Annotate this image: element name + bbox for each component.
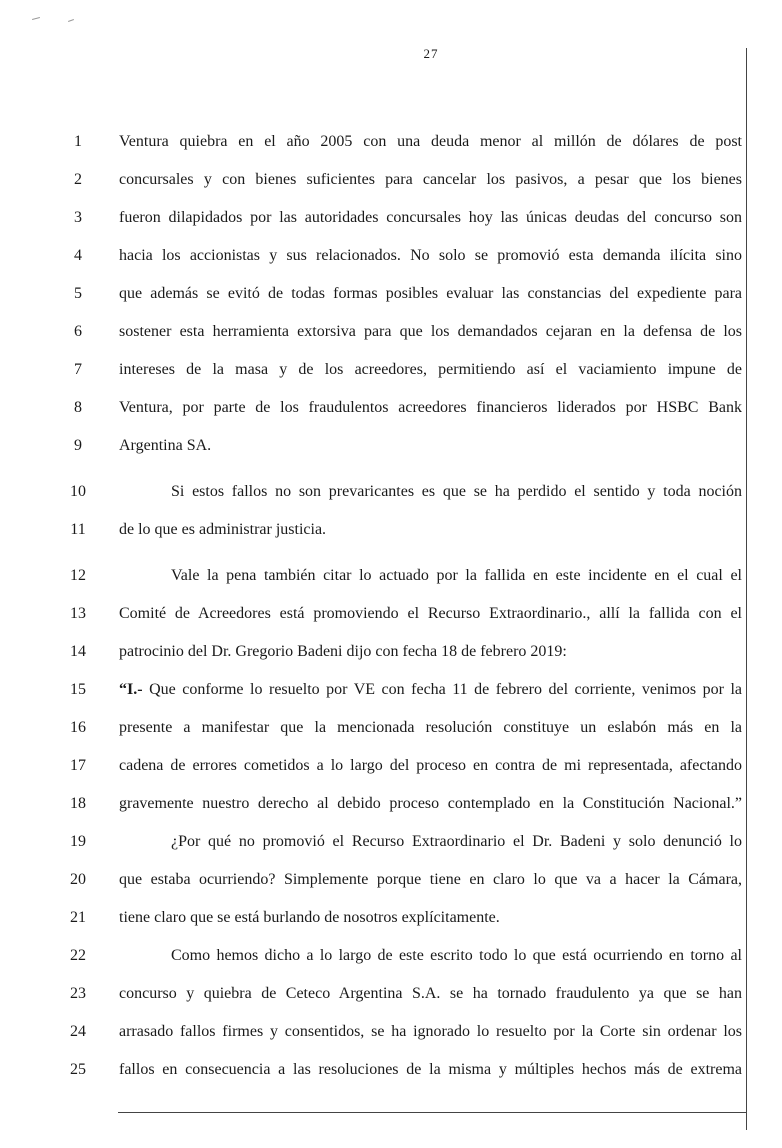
page-number: 27 [423, 46, 439, 61]
text-line [0, 716, 782, 740]
line-number: 13 [70, 605, 86, 622]
line-number: 25 [70, 1061, 86, 1078]
line-text: Vale la pena también citar lo actuado por la fallida en este incidente en el cual el [171, 567, 742, 584]
line-number: 16 [70, 719, 86, 736]
line-number: 4 [74, 247, 82, 264]
text-line [0, 830, 782, 854]
text-line [0, 868, 782, 892]
line-text: concurso y quiebra de Ceteco Argentina S.A. se ha tornado fraudulento ya que se han [119, 985, 742, 1002]
line-text: que estaba ocurriendo? Simplemente porque tiene en claro lo que va a hacer la Cámara, [119, 871, 742, 888]
line-text: Argentina SA. [119, 437, 212, 454]
line-number: 15 [70, 681, 86, 698]
line-text: sostener esta herramienta extorsiva para que los demandados cejaran en la defensa de los [119, 323, 742, 340]
line-text: arrasado fallos firmes y consentidos, se ha ignorado lo resuelto por la Corte sin ordenar los [119, 1023, 742, 1040]
text-line [0, 320, 782, 344]
line-text: hacia los accionistas y sus relacionados. No solo se promovió esta demanda ilícita sino [119, 247, 742, 264]
text-line [0, 1058, 782, 1082]
line-number: 3 [74, 209, 82, 226]
line-number: 10 [70, 483, 86, 500]
text-line [0, 396, 782, 420]
text-line [0, 944, 782, 968]
line-text: Si estos fallos no son prevaricantes es que se ha perdido el sentido y toda noción [171, 483, 742, 500]
line-number: 2 [74, 171, 82, 188]
text-line [0, 130, 782, 154]
line-number: 7 [74, 361, 82, 378]
scan-mark [68, 19, 74, 22]
text-line [0, 792, 782, 816]
text-line [0, 564, 782, 588]
text-line [0, 906, 782, 930]
line-text: fallos en consecuencia a las resoluciones de la misma y múltiples hechos más de extrema [119, 1061, 742, 1078]
line-text: de lo que es administrar justicia. [119, 521, 327, 538]
line-text: fueron dilapidados por las autoridades concursales hoy las únicas deudas del concurso son [119, 209, 742, 226]
line-text: ¿Por qué no promovió el Recurso Extraordinario el Dr. Badeni y solo denunció lo [171, 833, 742, 850]
line-number: 23 [70, 985, 86, 1002]
line-number: 17 [70, 757, 86, 774]
text-line [0, 678, 782, 702]
line-text: que además se evitó de todas formas posibles evaluar las constancias del expediente para [119, 285, 742, 302]
line-number: 19 [70, 833, 86, 850]
text-line [0, 434, 782, 458]
line-text: Ventura quiebra en el año 2005 con una deuda menor al millón de dólares de post [119, 133, 742, 150]
line-text: “I.- Que conforme lo resuelto por VE con fecha 11 de febrero del corriente, venimos por la [119, 681, 742, 698]
line-number: 9 [74, 437, 82, 454]
text-line [0, 982, 782, 1006]
line-number: 8 [74, 399, 82, 416]
line-number: 21 [70, 909, 86, 926]
line-text: Comité de Acreedores está promoviendo el Recurso Extraordinario., allí la fallida con el [119, 605, 742, 622]
line-number: 1 [74, 133, 82, 150]
line-text: Como hemos dicho a lo largo de este escrito todo lo que está ocurriendo en torno al [171, 947, 742, 964]
text-line [0, 1020, 782, 1044]
line-number: 14 [70, 643, 86, 660]
scan-mark [32, 17, 40, 20]
line-text: presente a manifestar que la mencionada resolución constituye un eslabón más en la [119, 719, 742, 736]
line-text: gravemente nuestro derecho al debido proceso contemplado en la Constitución Nacional.” [119, 795, 742, 812]
line-number: 24 [70, 1023, 86, 1040]
line-text: cadena de errores cometidos a lo largo del proceso en contra de mi representada, afectando [119, 757, 742, 774]
line-text: intereses de la masa y de los acreedores, permitiendo así el vaciamiento impune de [119, 361, 742, 378]
text-line [0, 168, 782, 192]
line-number: 5 [74, 285, 82, 302]
text-line [0, 602, 782, 626]
bold-marker: “I.- [119, 681, 143, 698]
text-line [0, 358, 782, 382]
line-number: 11 [70, 521, 86, 538]
line-text: Ventura, por parte de los fraudulentos acreedores financieros liderados por HSBC Bank [119, 399, 742, 416]
text-line [0, 518, 782, 542]
bottom-rule [118, 1112, 746, 1113]
line-text: patrocinio del Dr. Gregorio Badeni dijo con fecha 18 de febrero 2019: [119, 643, 567, 660]
text-line [0, 480, 782, 504]
text-line [0, 206, 782, 230]
line-number: 18 [70, 795, 86, 812]
line-text: concursales y con bienes suficientes para cancelar los pasivos, a pesar que los bienes [119, 171, 742, 188]
line-number: 20 [70, 871, 86, 888]
text-line [0, 754, 782, 778]
text-line [0, 244, 782, 268]
line-number: 6 [74, 323, 82, 340]
line-text: tiene claro que se está burlando de nosotros explícitamente. [119, 909, 500, 926]
text-line [0, 640, 782, 664]
line-number: 12 [70, 567, 86, 584]
line-number: 22 [70, 947, 86, 964]
text-line [0, 282, 782, 306]
